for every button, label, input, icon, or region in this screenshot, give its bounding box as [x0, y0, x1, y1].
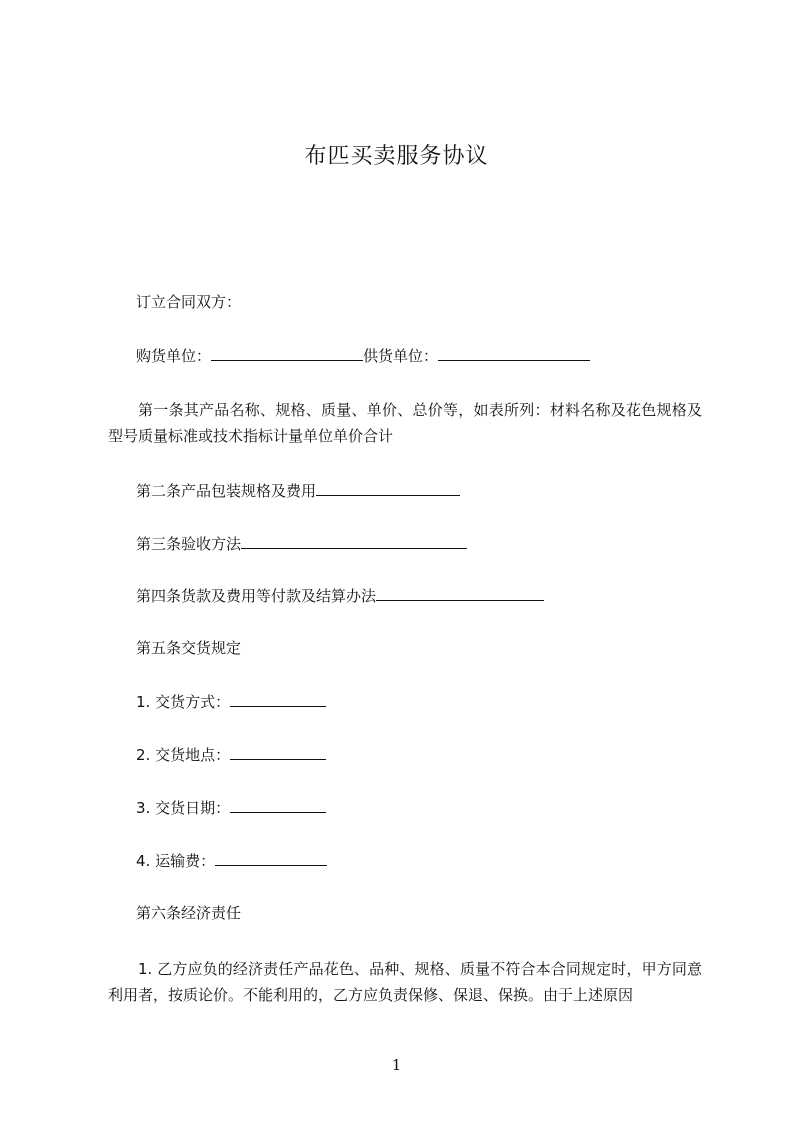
delivery-place-blank [230, 744, 326, 760]
delivery-place-line [136, 744, 326, 765]
article-3-line [136, 533, 467, 554]
article-4-line [136, 585, 544, 606]
parties-heading: 订立合同双方： [136, 293, 242, 311]
article-6-heading: 第六条经济责任 [136, 904, 242, 922]
freight-label: 4. 运输费： [136, 852, 216, 870]
delivery-method-line [136, 691, 326, 712]
article-2-blank [316, 480, 460, 496]
delivery-method-blank [230, 691, 326, 707]
delivery-method-label: 1. 交货方式： [136, 693, 231, 711]
delivery-place-label: 2. 交货地点： [136, 746, 231, 764]
article-4-blank [376, 585, 544, 601]
article-6-item-1: 1. 乙方应负的经济责任产品花色、品种、规格、质量不符合本合同规定时，甲方同意利用者，按质论价。不能利用的，乙方应负责保修、保退、保换。由于上述原因 [108, 960, 702, 1004]
freight-line [136, 850, 327, 871]
freight-blank [215, 850, 327, 866]
buyer-label: 购货单位： [136, 347, 212, 365]
article-3-blank [241, 533, 467, 549]
article-3-label: 第三条验收方法 [136, 535, 242, 553]
article-1: 第一条其产品名称、规格、质量、单价、总价等，如表所列：材料名称及花色规格及型号质量标准或技术指标计量单位单价合计 [108, 401, 702, 445]
article-4-label: 第四条货款及费用等付款及结算办法 [136, 587, 377, 605]
article-5-heading: 第五条交货规定 [136, 639, 242, 657]
page-number: 1 [391, 1056, 402, 1074]
document-title: 布匹买卖服务协议 [304, 144, 489, 169]
buyer-supplier-line [136, 345, 590, 366]
supplier-blank [438, 345, 590, 361]
delivery-date-line [136, 797, 326, 818]
supplier-label: 供货单位： [363, 347, 439, 365]
delivery-date-label: 3. 交货日期： [136, 799, 231, 817]
article-2-line [136, 480, 460, 501]
article-2-label: 第二条产品包装规格及费用 [136, 482, 317, 500]
delivery-date-blank [230, 797, 326, 813]
buyer-blank [211, 345, 363, 361]
